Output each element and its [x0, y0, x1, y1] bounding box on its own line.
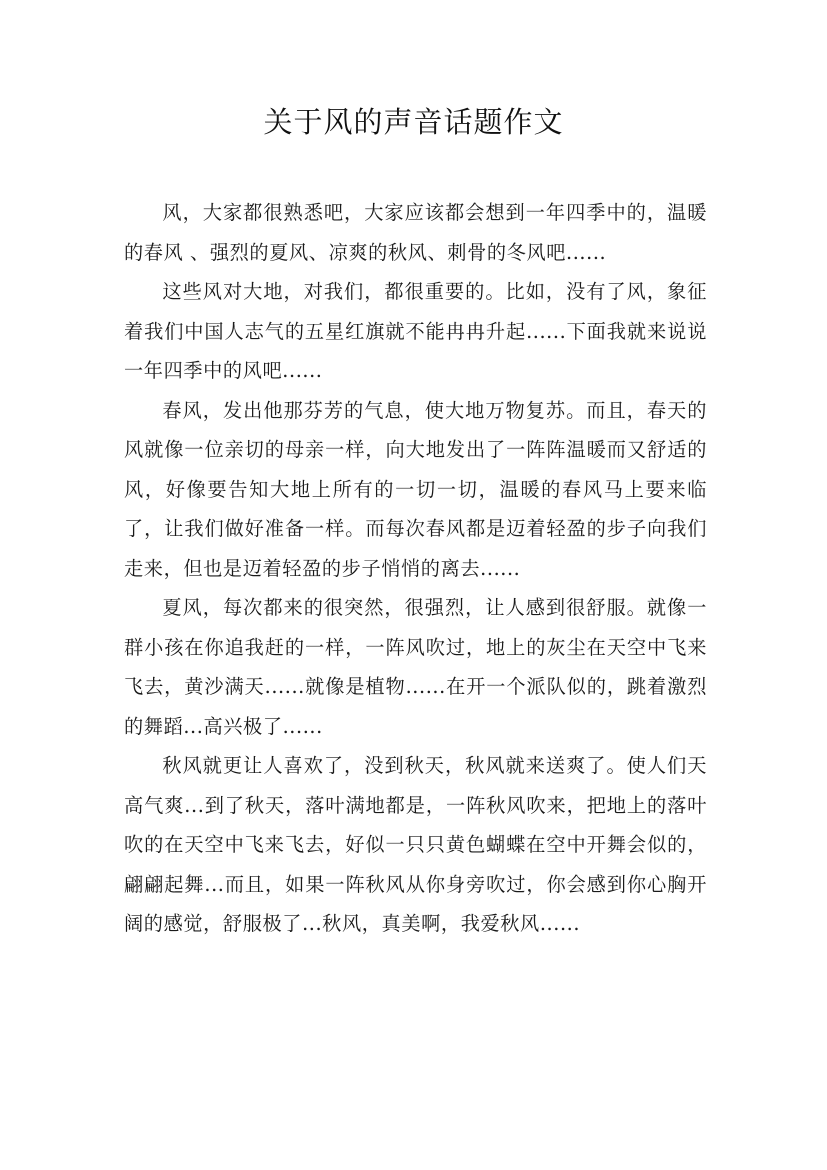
- paragraph-autumn-wind: 秋风就更让人喜欢了，没到秋天，秋风就来送爽了。使人们天高气爽...到了秋天，落叶满地都是，一阵秋风吹来，把地上的落叶吹的在天空中飞来飞去，好似一只只黄色蝴蝶在空中开舞会似的，翩翩起舞...而且，如果一阵秋风从你身旁吹过，你会感到你心胸开阔的感觉，舒服极了...秋风，真美啊，我爱秋风......: [124, 754, 707, 935]
- document-body: [124, 193, 707, 944]
- paragraph-summer-wind: 夏风，每次都来的很突然，很强烈，让人感到很舒服。就像一群小孩在你追我赶的一样，一阵风吹过，地上的灰尘在天空中飞来飞去，黄沙满天......就像是植物......在开一个派队似的，跳着激烈的舞蹈...高兴极了......: [124, 596, 707, 738]
- document-title: 关于风的声音话题作文: [263, 105, 564, 139]
- paragraph-intro: 风，大家都很熟悉吧，大家应该都会想到一年四季中的，温暖的春风 、强烈的夏风、凉爽的秋风、刺骨的冬风吧......: [124, 201, 707, 264]
- paragraph-importance: 这些风对大地，对我们，都很重要的。比如，没有了风，象征着我们中国人志气的五星红旗就不能冉冉升起......下面我就来说说一年四季中的风吧......: [124, 280, 707, 382]
- paragraph-spring-wind: 春风，发出他那芬芳的气息，使大地万物复苏。而且，春天的风就像一位亲切的母亲一样，向大地发出了一阵阵温暖而又舒适的风，好像要告知大地上所有的一切一切，温暖的春风马上要来临了，让我们做好准备一样。而每次春风都是迈着轻盈的步子向我们走来，但也是迈着轻盈的步子悄悄的离去......: [124, 398, 707, 580]
